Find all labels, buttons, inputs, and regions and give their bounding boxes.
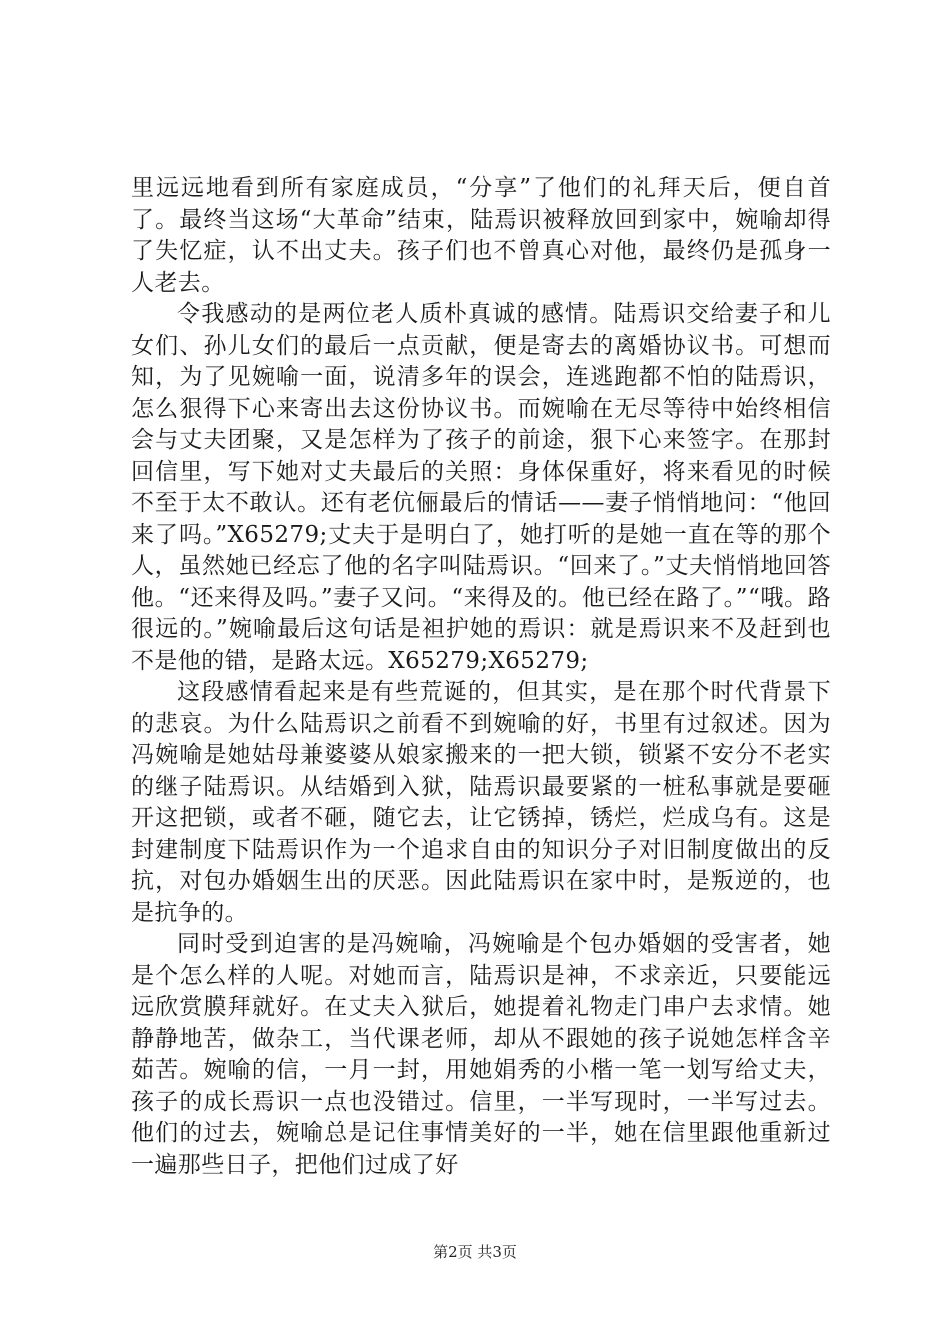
- paragraph-2: 令我感动的是两位老人质朴真诚的感情。陆焉识交给妻子和儿女们、孙儿女们的最后一点贡献，便是寄去的离婚协议书。可想而知，为了见婉喻一面，说清多年的误会，连逃跑都不怕的陆焉识，怎么狠得下心来寄出去这份协议书。而婉喻在无尽等待中始终相信会与丈夫团聚，又是怎样为了孩子的前途，狠下心来签字。在那封回信里，写下她对丈夫最后的关照：身体保重好，将来看见的时候不至于太不敢认。还有老伉俪最后的情话——妻子悄悄地问：“他回来了吗。”X65279;丈夫于是明白了，她打听的是她一直在等的那个人，虽然她已经忘了他的名字叫陆焉识。“回来了。”丈夫悄悄地回答他。“还来得及吗。”妻子又问。“来得及的。他已经在路了。”“哦。路很远的。”婉喻最后这句话是袒护她的焉识：就是焉识来不及赶到也不是他的错，是路太远。X65279;X65279;: [131, 301, 831, 674]
- document-body: [131, 173, 831, 1181]
- paragraph-1: 里远远地看到所有家庭成员，“分享”了他们的礼拜天后，便自首了。最终当这场“大革命”结束，陆焉识被释放回到家中，婉喻却得了失忆症，认不出丈夫。孩子们也不曾真心对他，最终仍是孤身一人老去。: [131, 175, 831, 296]
- paragraph-4: 同时受到迫害的是冯婉喻，冯婉喻是个包办婚姻的受害者，她是个怎么样的人呢。对她而言，陆焉识是神，不求亲近，只要能远远欣赏膜拜就好。在丈夫入狱后，她提着礼物走门串户去求情。她静静地苦，做杂工，当代课老师，却从不跟她的孩子说她怎样含辛茹苦。婉喻的信，一月一封，用她娟秀的小楷一笔一划写给丈夫，孩子的成长焉识一点也没错过。信里，一半写现时，一半写过去。他们的过去，婉喻总是记住事情美好的一半，她在信里跟他重新过一遍那些日子，把他们过成了好: [131, 931, 831, 1178]
- page-number-footer: 第2页 共3页: [433, 1243, 517, 1261]
- paragraph-3: 这段感情看起来是有些荒诞的，但其实，是在那个时代背景下的悲哀。为什么陆焉识之前看不到婉喻的好，书里有过叙述。因为冯婉喻是她姑母兼婆婆从娘家搬来的一把大锁，锁紧不安分不老实的继子陆焉识。从结婚到入狱，陆焉识最要紧的一桩私事就是要砸开这把锁，或者不砸，随它去，让它锈掉，锈烂，烂成乌有。这是封建制度下陆焉识作为一个追求自由的知识分子对旧制度做出的反抗，对包办婚姻生出的厌恶。因此陆焉识在家中时，是叛逆的，也是抗争的。: [131, 679, 831, 926]
